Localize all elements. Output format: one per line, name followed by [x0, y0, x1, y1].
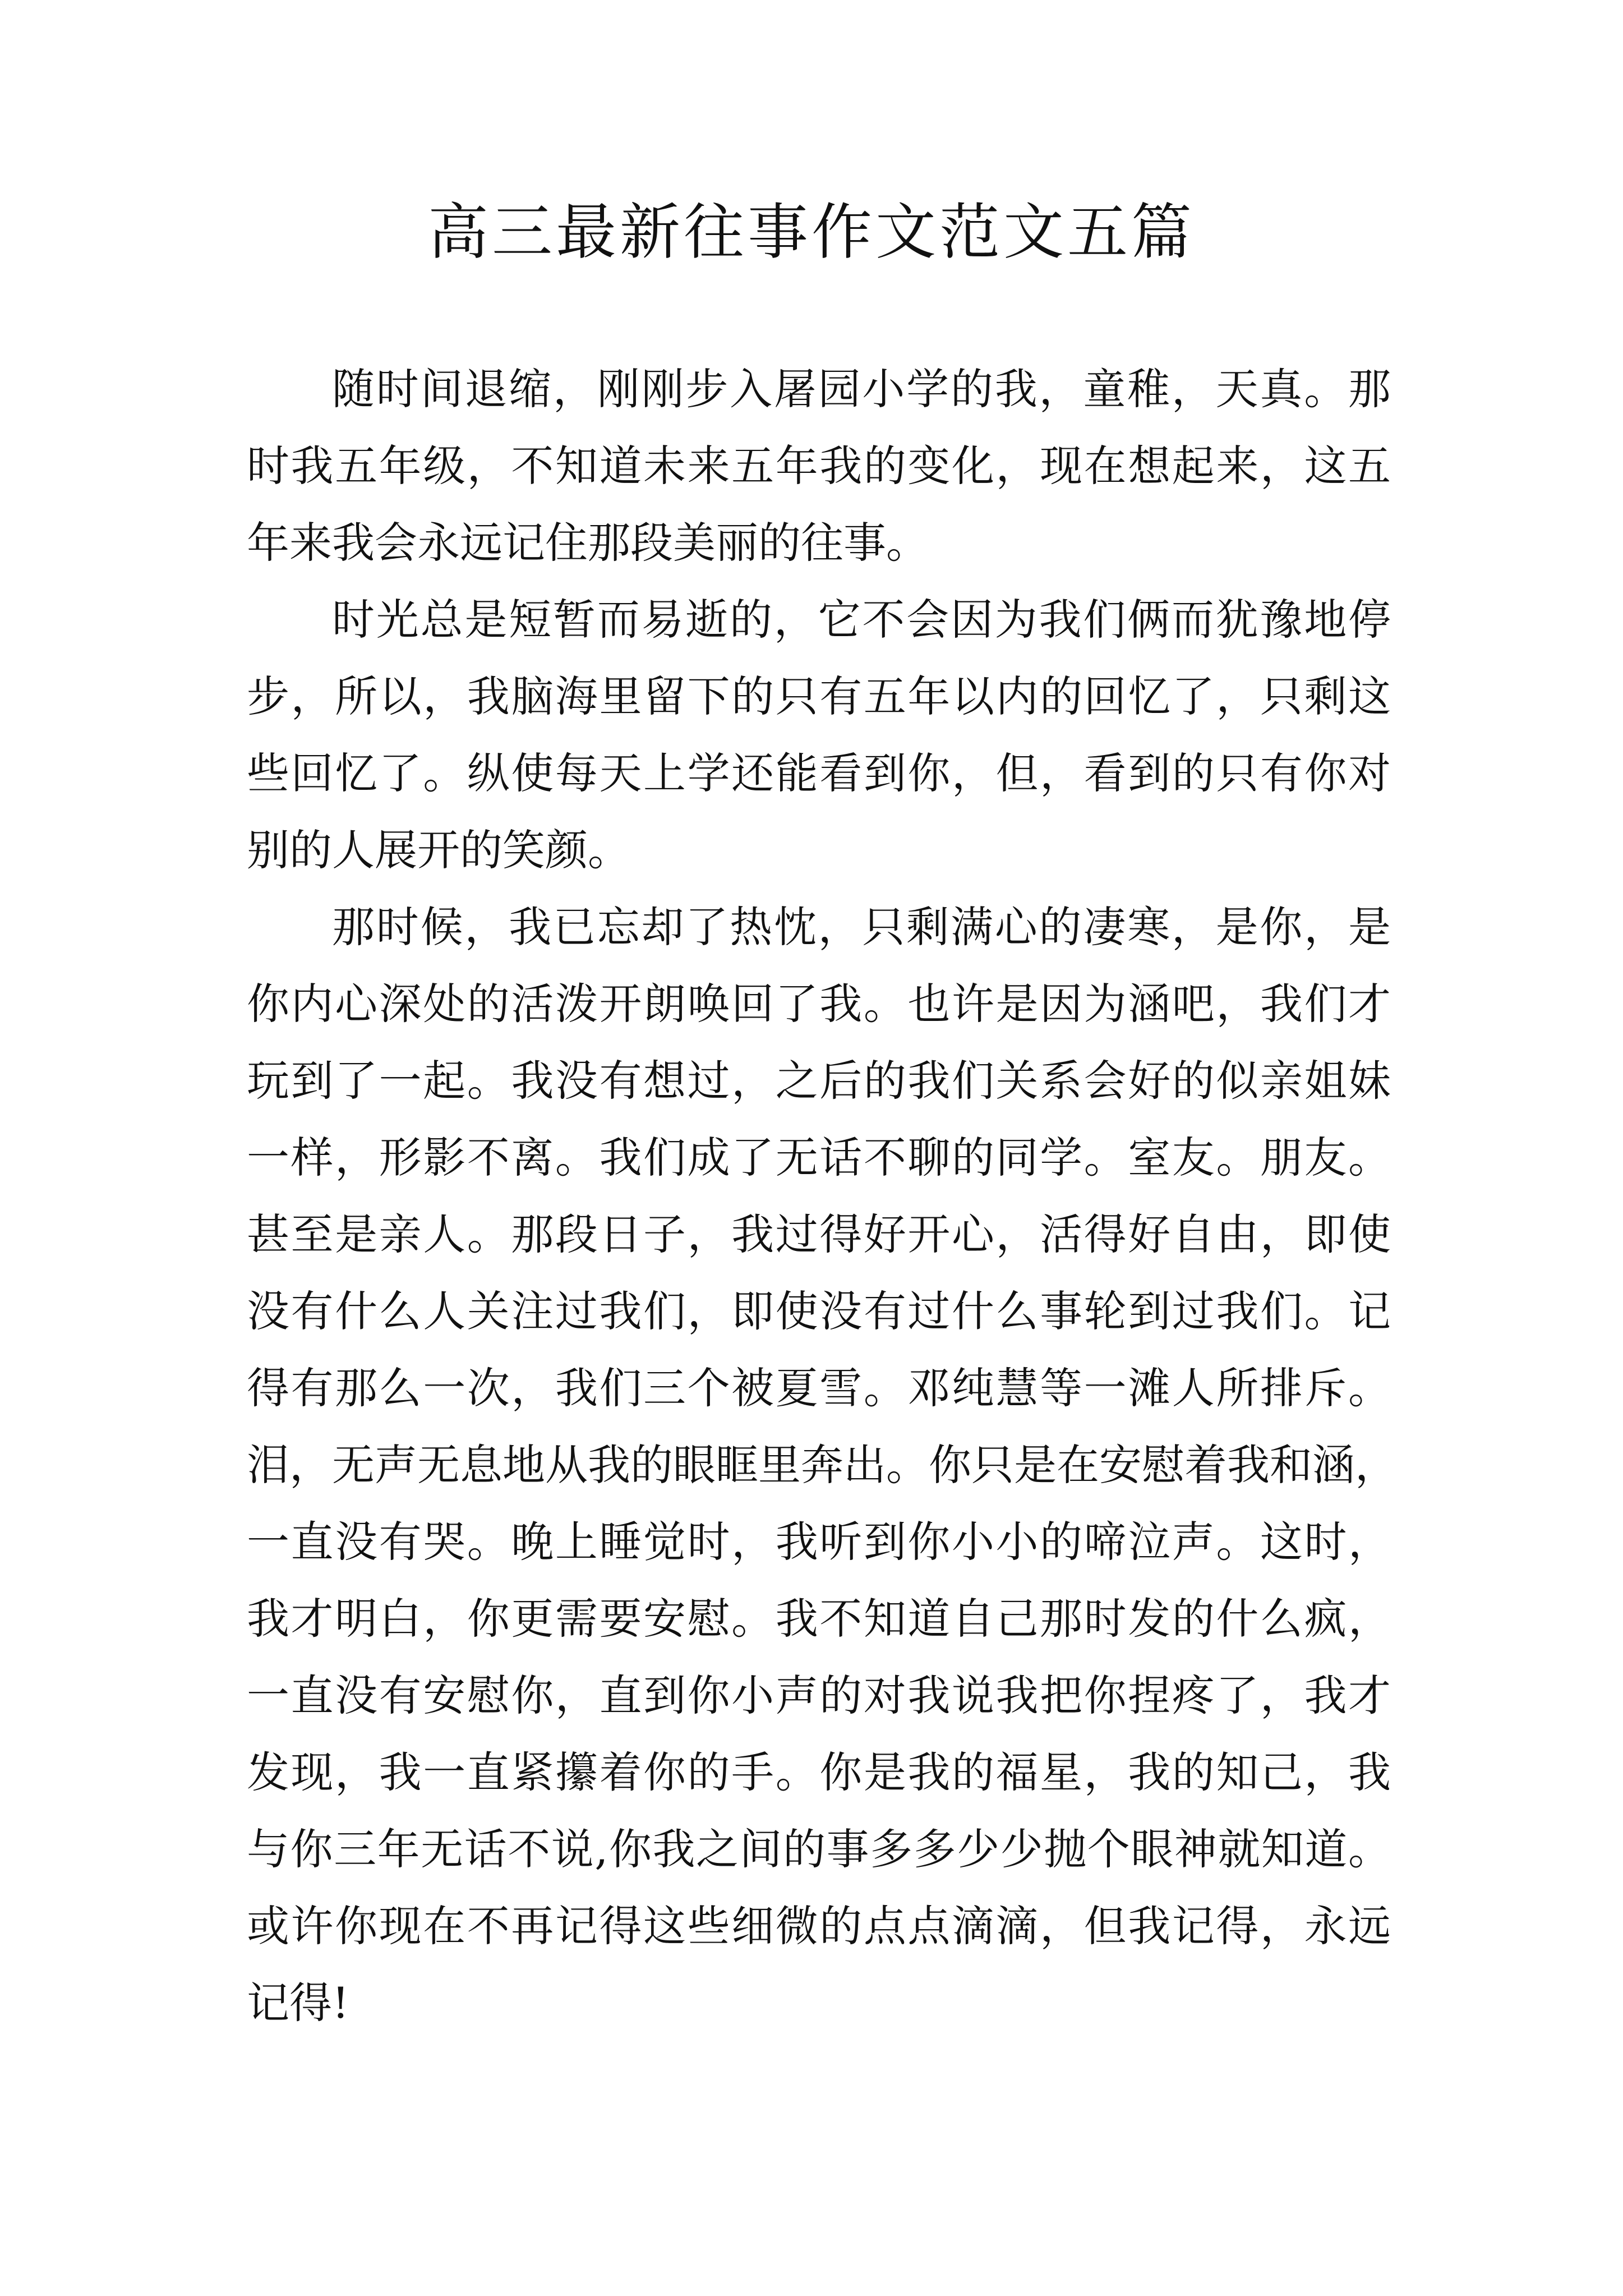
paragraph-3	[247, 889, 1398, 2041]
paragraph-line: 一直没有安慰你，直到你小声的对我说我把你捏疼了，我才	[247, 1671, 1391, 1720]
paragraph-2	[247, 581, 1391, 889]
paragraph-line: 玩到了一起。我没有想过，之后的我们关系会好的似亲姐妹	[247, 1056, 1391, 1106]
paragraph-line: 甚至是亲人。那段日子，我过得好开心，活得好自由，即使	[247, 1209, 1391, 1259]
paragraph-line: 或许你现在不再记得这些细微的点点滴滴，但我记得，永远	[247, 1901, 1391, 1951]
paragraph-line: 些回忆了。纵使每天上学还能看到你，但，看到的只有你对	[247, 748, 1391, 798]
paragraph-line: 步，所以，我脑海里留下的只有五年以内的回忆了，只剩这	[247, 671, 1391, 721]
paragraph-line: 时我五年级，不知道未来五年我的变化，现在想起来，这五	[247, 441, 1391, 491]
paragraph-line: 一样，形影不离。我们成了无话不聊的同学。室友。朋友。	[247, 1133, 1391, 1182]
paragraph-line: 年来我会永远记住那段美丽的往事。	[247, 518, 929, 568]
paragraph-1	[247, 351, 1391, 581]
paragraph-line: 记得!	[247, 1978, 349, 2028]
paragraph-line: 与你三年无话不说,你我之间的事多多少少抛个眼神就知道。	[247, 1824, 1391, 1874]
paragraph-line: 时光总是短暂而易逝的，它不会因为我们俩而犹豫地停	[332, 595, 1391, 645]
paragraph-line: 你内心深处的活泼开朗唤回了我。也许是因为涵吧，我们才	[247, 979, 1391, 1029]
paragraph-line: 一直没有哭。晚上睡觉时，我听到你小小的啼泣声。这时，	[247, 1517, 1391, 1567]
document-body	[247, 351, 1398, 2041]
paragraph-line: 发现，我一直紧攥着你的手。你是我的福星，我的知己，我	[247, 1747, 1391, 1797]
paragraph-line: 得有那么一次，我们三个被夏雪。邓纯慧等一滩人所排斥。	[247, 1363, 1391, 1413]
paragraph-line: 那时候，我已忘却了热忱，只剩满心的凄寒，是你，是	[332, 902, 1391, 952]
document-title: 高三最新往事作文范文五篇	[427, 197, 1195, 268]
paragraph-line: 泪，无声无息地从我的眼眶里奔出。你只是在安慰着我和涵，	[247, 1440, 1398, 1490]
paragraph-line: 随时间退缩，刚刚步入屠园小学的我，童稚，天真。那	[332, 364, 1391, 414]
paragraph-line: 没有什么人关注过我们，即使没有过什么事轮到过我们。记	[247, 1286, 1391, 1336]
paragraph-line: 别的人展开的笑颜。	[247, 825, 630, 875]
paragraph-line: 我才明白，你更需要安慰。我不知道自己那时发的什么疯，	[247, 1594, 1391, 1644]
